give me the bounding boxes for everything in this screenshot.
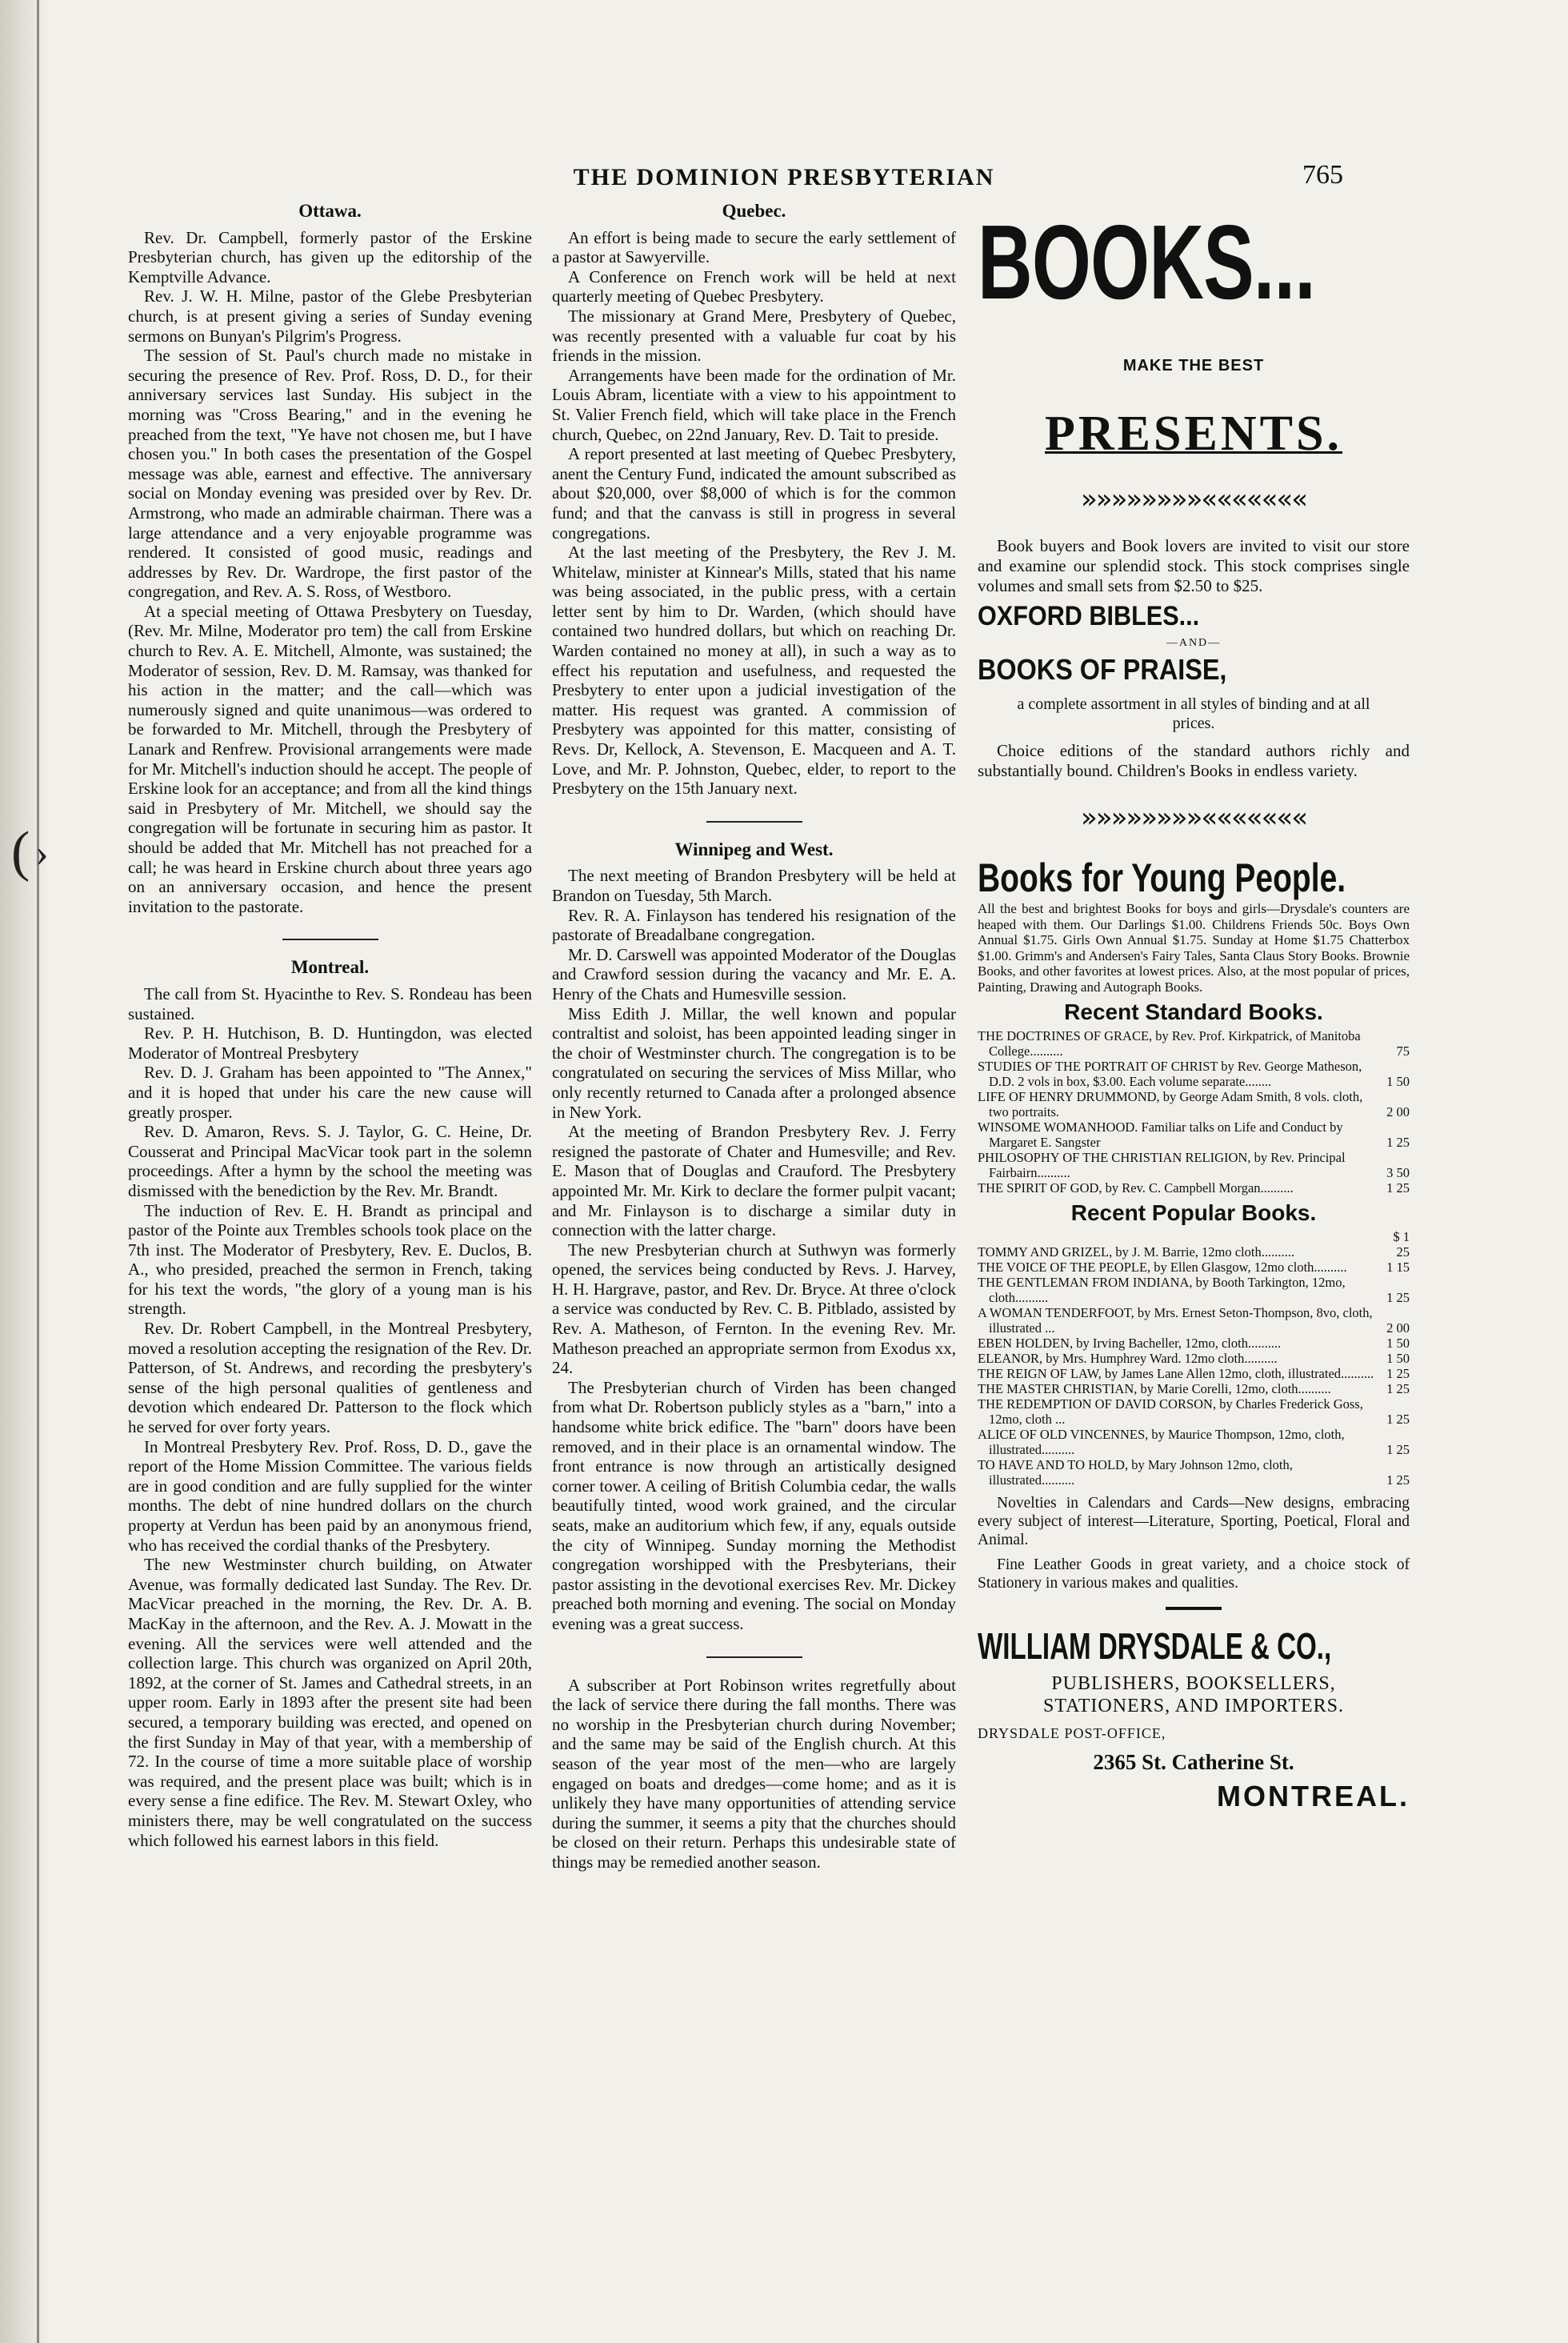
book-title: LIFE OF HENRY DRUMMOND, by George Adam Smith, 8 vols. cloth, two portraits. [978, 1089, 1363, 1119]
list-item [978, 1260, 1410, 1275]
list-item [978, 1180, 1410, 1196]
book-title: THE SPIRIT OF GOD, by Rev. C. Campbell Morgan.......... [978, 1180, 1294, 1196]
list-item [978, 1229, 1410, 1260]
page-number: 765 [1302, 160, 1343, 190]
book-title: STUDIES OF THE PORTRAIT OF CHRIST by Rev. George Matheson, D.D. 2 vols in box, $3.00. Each volume separate........ [978, 1059, 1362, 1089]
paragraph: An effort is being made to secure the early settlement of a pastor at Sawyerville. [552, 227, 956, 267]
newspaper-title: THE DOMINION PRESBYTERIAN [573, 164, 995, 190]
book-price: 2 00 [1386, 1320, 1410, 1336]
drysdale-advertisement [978, 203, 1410, 1813]
list-item [978, 1427, 1410, 1457]
list-item [978, 1381, 1410, 1396]
book-title: EBEN HOLDEN, by Irving Bacheller, 12mo, cloth.......... [978, 1336, 1282, 1351]
list-item [978, 1396, 1410, 1427]
book-title: ALICE OF OLD VINCENNES, by Maurice Thompson, 12mo, cloth, illustrated.......... [978, 1427, 1345, 1457]
paragraph: At the last meeting of the Presbytery, the Rev J. M. Whitelaw, minister at Kinnear's Mills, stated that his name was being associated, in the public press, with a certain letter sent by him to Dr. Warden, (which should have contained two hundred dollars, but which on reaching Dr. Warden contained no money at all), in such a way as to effect his reputation and usefulness, and requested the Presbytery to enter upon a judicial investigation of the matter. His request was granted. A commission of Presbytery was appointed for this matter, consisting of Revs. Dr, Kellock, A. Stevenson, E. Macqueen and A. T. Love, and Mr. P. Johnston, Quebec, elder, to report to the Presbytery on the 15th January next. [552, 543, 956, 799]
paragraph: Rev. Dr. Campbell, formerly pastor of the Erskine Presbyterian church, has given up the editorship of the Kemptville Advance. [128, 227, 532, 286]
book-price: 1 25 [1386, 1381, 1410, 1396]
popular-books-list [978, 1229, 1410, 1488]
paragraph: The missionary at Grand Mere, Presbytery of Quebec, was recently presented with a valuable fur coat by his friends in the mission. [552, 306, 956, 366]
paragraph: At a special meeting of Ottawa Presbytery on Tuesday, (Rev. Mr. Milne, Moderator pro tem) the call from Erskine church to Rev. A. E. Mitchell, Almonte, was sustained; the Moderator of session, Rev. D. M. Ramsay, was thanked for his action in the matter; and the call—which was numerously signed and quite unanimous—was ordered to be forwarded to Mr. Mitchell, through the Presbytery of Lanark and Renfrew. Provisional arrangements were made for Mr. Mitchell's induction should he accept. The people of Erskine look for an acceptance; and from all the kind things said in Presbytery of Mr. Mitchell, we should say the congregation will be fortunate in securing him as pastor. It should be added that Mr. Mitchell has not preached for a call; he was heard in Erskine church about three years ago on an anniversary occasion, and hence the present invitation to the pastorate. [128, 601, 532, 916]
ornament-divider: »»»»»»»»««««««« [1080, 802, 1307, 834]
book-price: 1 50 [1386, 1351, 1410, 1366]
binding-bracket-icon: ( [11, 821, 30, 883]
ad-books-of-praise: BOOKS OF PRAISE, [978, 653, 1227, 686]
section-divider [282, 939, 378, 940]
binding-line [37, 0, 39, 2343]
book-price: 1 25 [1386, 1366, 1410, 1381]
list-item [978, 1305, 1410, 1336]
ad-firm-line: STATIONERS, AND IMPORTERS. [1042, 1696, 1344, 1716]
list-item [978, 1275, 1410, 1305]
ad-divider [1166, 1607, 1222, 1610]
ad-firm-description [978, 1672, 1410, 1717]
book-title: THE REIGN OF LAW, by James Lane Allen 12mo, cloth, illustrated.......... [978, 1366, 1374, 1381]
book-title: THE REDEMPTION OF DAVID CORSON, by Charles Frederick Goss, 12mo, cloth ... [978, 1396, 1363, 1427]
section-heading-quebec: Quebec. [722, 201, 786, 221]
section-heading-winnipeg: Winnipeg and West. [674, 839, 834, 859]
book-price: 1 25 [1386, 1180, 1410, 1196]
paragraph: Rev. D. J. Graham has been appointed to "The Annex," and it is hoped that under his care the new cause will greatly prosper. [128, 1063, 532, 1122]
paragraph: The call from St. Hyacinthe to Rev. S. Rondeau has been sustained. [128, 983, 532, 1023]
paragraph: The next meeting of Brandon Presbytery will be held at Brandon on Tuesday, 5th March. [552, 866, 956, 905]
book-price: 1 25 [1386, 1442, 1410, 1457]
ad-novelties-text: Novelties in Calendars and Cards—New designs, embracing every subject of interest—Literature, Sporting, Poetical, Floral and Animal. [978, 1495, 1410, 1548]
paragraph: Rev. D. Amaron, Revs. S. J. Taylor, G. C. Heine, Dr. Cousserat and Principal MacVicar took part in the solemn proceedings. After a hymn by the school the meeting was dismissed with the benediction by the Rev. Mr. Brandt. [128, 1122, 532, 1200]
ad-post-office: DRYSDALE POST-OFFICE, [978, 1725, 1166, 1741]
paragraph: The induction of Rev. E. H. Brandt as principal and pastor of the Pointe aux Trembles schools took place on the 7th inst. The Moderator of Presbytery, Rev. E. Duclos, B. A., who presided, preached the sermon in French, taking for his text the words, "the glory of a young man is his strength. [128, 1200, 532, 1319]
ad-leather-goods-text: Fine Leather Goods in great variety, and a choice stock of Stationery in various makes and qualities. [978, 1556, 1410, 1592]
book-title: THE DOCTRINES OF GRACE, by Rev. Prof. Kirkpatrick, of Manitoba College.......... [978, 1028, 1361, 1059]
standard-books-heading: Recent Standard Books. [1064, 999, 1323, 1024]
book-price: 1 25 [1386, 1135, 1410, 1150]
paragraph-port-robinson: A subscriber at Port Robinson writes regretfully about the lack of service there during the fall months. There was no worship in the Presbyterian church during November; and the same may be said of the English church. At this season of the year most of the men—who are largely engaged on boats and dredges—come home; and as it is unlikely they have many opportunities of attending service during the summer, it seems a pity that the churches should be closed on their return. Perhaps this undesirable state of things may be remedied another season. [552, 1675, 956, 1872]
ad-oxford-bibles: OXFORD BIBLES... [978, 601, 1200, 631]
book-price: $ 1 25 [1393, 1229, 1410, 1260]
paragraph: Mr. D. Carswell was appointed Moderator of the Douglas and Crawford session during the vacancy and Mr. E. A. Henry of the Chats and Humesville session. [552, 944, 956, 1003]
column-middle [552, 202, 956, 1872]
paragraph: The session of St. Paul's church made no mistake in securing the presence of Rev. Prof. Ross, D. D., for their anniversary services last Sunday. His subject in the morning was "Cross Bearing," and in the evening he preached from the text, "Ye have not chosen me, but I have chosen you." In both cases the presentation of the Gospel message was able, earnest and effective. The anniversary social on Monday evening was presided over by Rev. Dr. Armstrong, who made an admirable chairman. There was a large attendance and a very enjoyable programme was rendered. It consisted of good music, readings and addresses by Rev. Dr. Wardrope, the first pastor of the congregation, and Rev. A. S. Ross, of Westboro. [128, 346, 532, 602]
book-price: 2 00 [1386, 1104, 1410, 1119]
book-title: PHILOSOPHY OF THE CHRISTIAN RELIGION, by Rev. Principal Fairbairn.......... [978, 1150, 1346, 1180]
ad-firm-name: WILLIAM DRYSDALE & CO., [978, 1625, 1332, 1667]
list-item [978, 1119, 1410, 1150]
book-title: A WOMAN TENDERFOOT, by Mrs. Ernest Seton-Thompson, 8vo, cloth, illustrated ... [978, 1305, 1373, 1336]
page-edge [0, 0, 50, 2343]
paragraph: Arrangements have been made for the ordination of Mr. Louis Abram, licentiate with a view to his appointment to St. Valier French field, which will take place in the French church, Quebec, on 22nd January, Rev. D. Tait to preside. [552, 365, 956, 444]
book-title: WINSOME WOMANHOOD. Familiar talks on Life and Conduct by Margaret E. Sangster [978, 1119, 1343, 1150]
ad-firm-line: PUBLISHERS, BOOKSELLERS, [1051, 1673, 1336, 1694]
list-item [978, 1150, 1410, 1180]
ad-and-separator: —AND— [1166, 637, 1222, 649]
paragraph: Rev. P. H. Hutchison, B. D. Huntingdon, was elected Moderator of Montreal Presbytery [128, 1023, 532, 1063]
paragraph: Rev. Dr. Robert Campbell, in the Montreal Presbytery, moved a resolution accepting the resignation of the Rev. Dr. Patterson, of St. Andrews, and recording the presbytery's sense of the high personal qualities of gentleness and devotion which endeared Dr. Patterson to the flock which he served for over forty years. [128, 1319, 532, 1437]
ad-headline-presents: PRESENTS. [1045, 407, 1342, 461]
paragraph: The new Westminster church building, on Atwater Avenue, was formally dedicated last Sunday. The Rev. Dr. MacVicar preached in the morning, the Rev. Dr. A. B. MacKay in the afternoon, and the Rev. A. J. Mowatt in the evening. All the services were well attended and the collection large. This church was organized on April 20th, 1892, at the corner of St. James and Cathedral streets, in an upper room. Early in 1893 after the present site had been secured, a temporary building was erected, and opened on the first Sunday in May of that year, with a membership of 72. In the course of time a more suitable place of worship was required, and the present place was built; which is in every sense a fine edifice. The Rev. M. Stewart Oxley, who ministers there, may be well congratulated on the success which followed his earnest labors in this field. [128, 1555, 532, 1850]
section-divider [706, 1656, 802, 1658]
paragraph: At the meeting of Brandon Presbytery Rev. J. Ferry resigned the pastorate of Chater and Humesville; and Rev. E. Mason that of Douglas and Crauford. The Presbytery appointed Mr. Mr. Kirk to declare the former pulpit vacant; and Mr. Finlayson is to discharge a similar duty in connection with the latter charge. [552, 1122, 956, 1240]
paragraph: A Conference on French work will be held at next quarterly meeting of Quebec Presbytery. [552, 266, 956, 306]
paragraph: The Presbyterian church of Virden has been changed from what Dr. Robertson publicly styles as a "barn," into a handsome white brick edifice. The "barn" doors have been removed, and in their place is an ornamental window. The front entrance is now through an artistically designed corner tower. A ceiling of British Columbia cedar, the walls beautifully tinted, wood work grained, and the circular seats, make an auditorium which few, if any, equals outside the city of Winnipeg. Sunday morning the Methodist congregation worshipped with the Presbyterians, their pastor assisting in the devotional exercises Rev. Mr. Dickey preached both morning and evening. The social on Monday evening was a great success. [552, 1377, 956, 1633]
ornament-divider: »»»»»»»»««««««« [1080, 483, 1307, 515]
paragraph: Rev. R. A. Finlayson has tendered his resignation of the pastorate of Breadalbane congregation. [552, 905, 956, 945]
list-item [978, 1457, 1410, 1488]
ad-assortment-text: a complete assortment in all styles of binding and at all prices. [1017, 695, 1370, 732]
book-price: 1 25 [1386, 1290, 1410, 1305]
list-item [978, 1059, 1410, 1089]
ad-intro-text: Book buyers and Book lovers are invited to visit our store and examine our splendid stock. This stock comprises single volumes and small sets from $2.50 to $25. [978, 536, 1410, 595]
ad-city: MONTREAL. [1217, 1780, 1410, 1812]
book-title: THE MASTER CHRISTIAN, by Marie Corelli, 12mo, cloth.......... [978, 1381, 1331, 1396]
paragraph: Miss Edith J. Millar, the well known and popular contraltist and soloist, has been appointed leading singer in the choir of Westminster church. The congregation is to be congratulated on securing the services of Miss Millar, who only recently returned to Canada after a prolonged absence in New York. [552, 1003, 956, 1122]
book-title: TOMMY AND GRIZEL, by J. M. Barrie, 12mo cloth.......... [978, 1244, 1294, 1260]
section-divider [706, 821, 802, 823]
book-title: THE VOICE OF THE PEOPLE, by Ellen Glasgow, 12mo cloth.......... [978, 1260, 1347, 1275]
paragraph: A report presented at last meeting of Quebec Presbytery, anent the Century Fund, indicated the amount subscribed as about $20,000, over $8,000 of which is for the common fund; and that the canvass is still in progress in several congregations. [552, 444, 956, 543]
paragraph: Rev. J. W. H. Milne, pastor of the Glebe Presbyterian church, is at present giving a series of Sunday evening sermons on Bunyan's Pilgrim's Progress. [128, 286, 532, 346]
section-heading-montreal: Montreal. [290, 957, 370, 978]
list-item [978, 1028, 1410, 1059]
ad-tagline: MAKE THE BEST [1122, 357, 1265, 374]
book-price: 1 25 [1386, 1472, 1410, 1488]
ad-choice-editions: Choice editions of the standard authors richly and substantially bound. Children's Books in endless variety. [978, 741, 1410, 780]
ad-street-address: 2365 St. Catherine St. [1093, 1750, 1294, 1774]
ad-young-people-text: All the best and brightest Books for boys and girls—Drysdale's counters are heaped with them. Our Darlings $1.00. Childrens Friends 50c. Boys Own Annual $1.75. Girls Own Annual $1.75. Sunday at Home $1.75 Chatterbox $1.00. Grimm's and Andersen's Fairy Tales, Santa Claus Story Books. Brownie Books, and other favorites at lowest prices. Also, at the most popular of prices, Painting, Drawing and Autograph Books. [978, 901, 1410, 995]
book-price: 1 50 [1386, 1336, 1410, 1351]
book-title: THE GENTLEMAN FROM INDIANA, by Booth Tarkington, 12mo, cloth.......... [978, 1275, 1346, 1305]
standard-books-list [978, 1028, 1410, 1196]
list-item [978, 1366, 1410, 1381]
paragraph: The new Presbyterian church at Suthwyn was formerly opened, the services being conducted by Revs. J. Harvey, H. H. Hargrave, pastor, and Rev. Dr. Bryce. At three o'clock a service was conducted by Rev. C. B. Pitblado, assisted by Rev. A. Matheson, of Fernton. In the evening Rev. Mr. Matheson preached an appropriate sermon from Exodus xx, 24. [552, 1240, 956, 1378]
section-heading-ottawa: Ottawa. [298, 201, 362, 221]
list-item [978, 1336, 1410, 1351]
book-price: 75 [1396, 1043, 1410, 1059]
paragraph: In Montreal Presbytery Rev. Prof. Ross, D. D., gave the report of the Home Mission Committee. The various fields are in good condition and are fully supplied for the winter months. The debt of nine hundred dollars on the church property at Verdun has been paid by an anonymous friend, who has received the cordial thanks of the Presbytery. [128, 1436, 532, 1555]
ad-headline-books: BOOKS... [978, 203, 1315, 321]
list-item [978, 1089, 1410, 1119]
book-price: 3 50 [1386, 1165, 1410, 1180]
book-price: 1 50 [1386, 1074, 1410, 1089]
ad-young-people-heading: Books for Young People. [978, 855, 1346, 900]
binding-arrow-icon: › [35, 830, 49, 875]
book-price: 1 15 [1386, 1260, 1410, 1275]
popular-books-heading: Recent Popular Books. [1070, 1200, 1317, 1225]
column-left [128, 202, 532, 1850]
book-title: ELEANOR, by Mrs. Humphrey Ward. 12mo cloth.......... [978, 1351, 1278, 1366]
book-title: TO HAVE AND TO HOLD, by Mary Johnson 12mo, cloth, illustrated.......... [978, 1457, 1293, 1488]
list-item [978, 1351, 1410, 1366]
book-price: 1 25 [1386, 1412, 1410, 1427]
